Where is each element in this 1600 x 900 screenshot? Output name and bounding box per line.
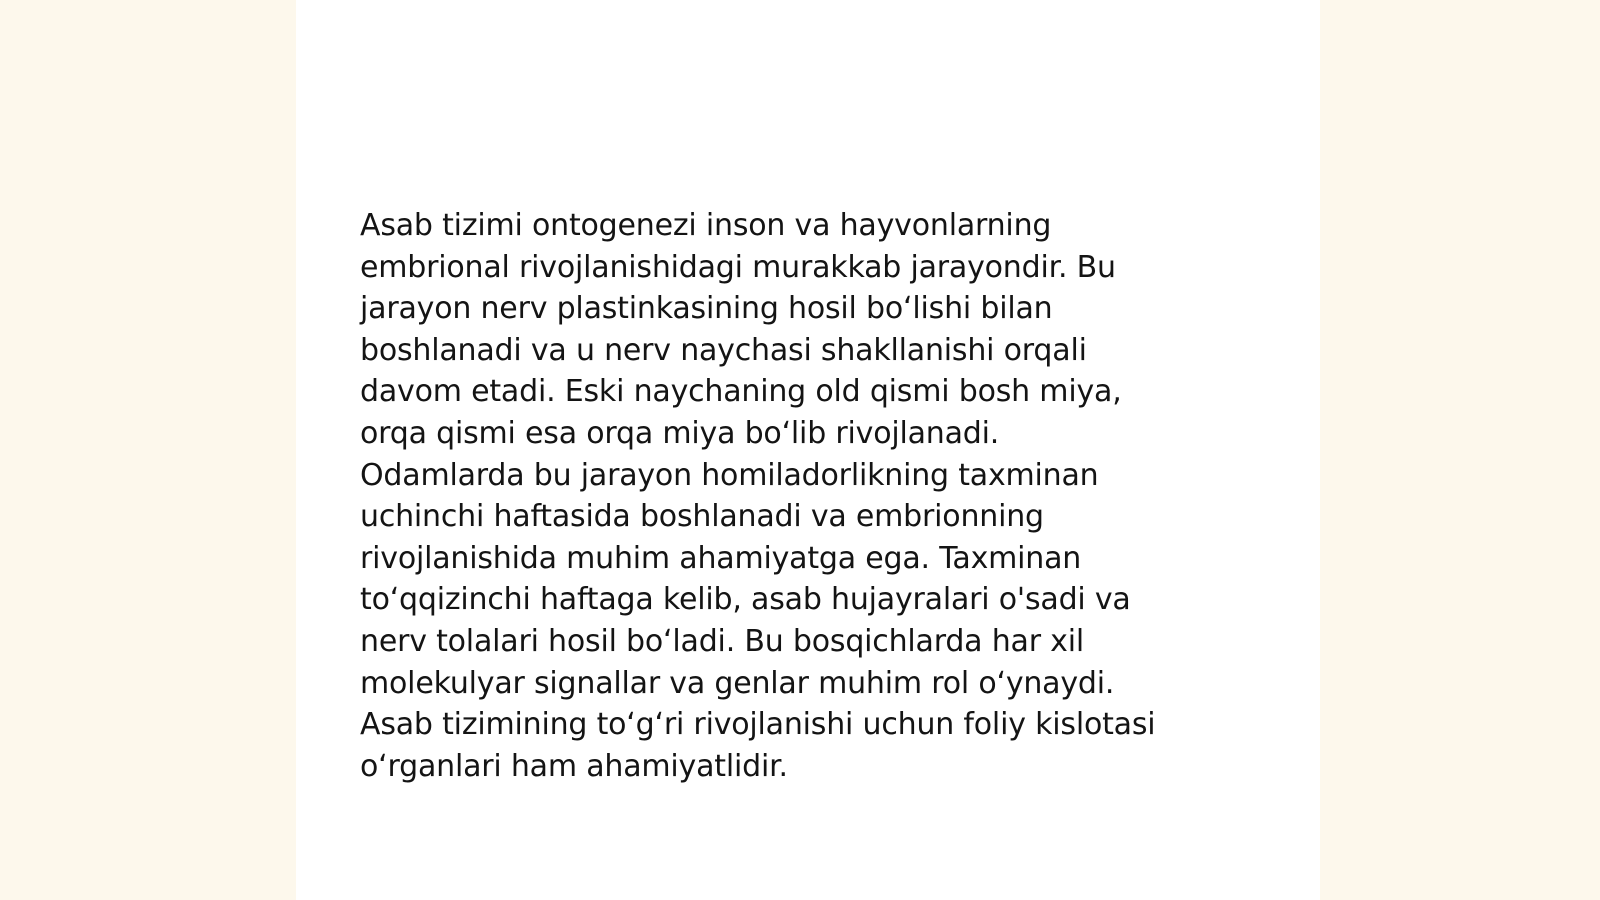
- text-line: oʻrganlari ham ahamiyatlidir.: [360, 748, 788, 784]
- text-line: Asab tizimining toʻgʻri rivojlanishi uchun foliy kislotasi: [360, 707, 1156, 743]
- text-line: uchinchi haftasida boshlanadi va embrionning: [360, 499, 1044, 535]
- text-line: orqa qismi esa orqa miya boʻlib rivojlanadi.: [360, 415, 1000, 451]
- text-line: Odamlarda bu jarayon homiladorlikning taxminan: [360, 457, 1099, 493]
- text-line: jarayon nerv plastinkasining hosil boʻlishi bilan: [360, 291, 1053, 327]
- text-line: toʻqqizinchi haftaga kelib, asab hujayralari o'sadi va: [360, 582, 1131, 618]
- text-line: davom etadi. Eski naychaning old qismi bosh miya,: [360, 374, 1122, 410]
- text-line: molekulyar signallar va genlar muhim rol oʻynaydi.: [360, 665, 1115, 701]
- text-line: rivojlanishida muhim ahamiyatga ega. Taxminan: [360, 540, 1082, 576]
- text-line: boshlanadi va u nerv naychasi shakllanishi orqali: [360, 332, 1087, 368]
- text-line: nerv tolalari hosil boʻladi. Bu bosqichlarda har xil: [360, 623, 1084, 659]
- document-page: [296, 0, 1320, 900]
- body-paragraph: [360, 205, 1260, 787]
- text-line: embrional rivojlanishidagi murakkab jarayondir. Bu: [360, 249, 1116, 285]
- text-line: Asab tizimi ontogenezi inson va hayvonlarning: [360, 208, 1052, 243]
